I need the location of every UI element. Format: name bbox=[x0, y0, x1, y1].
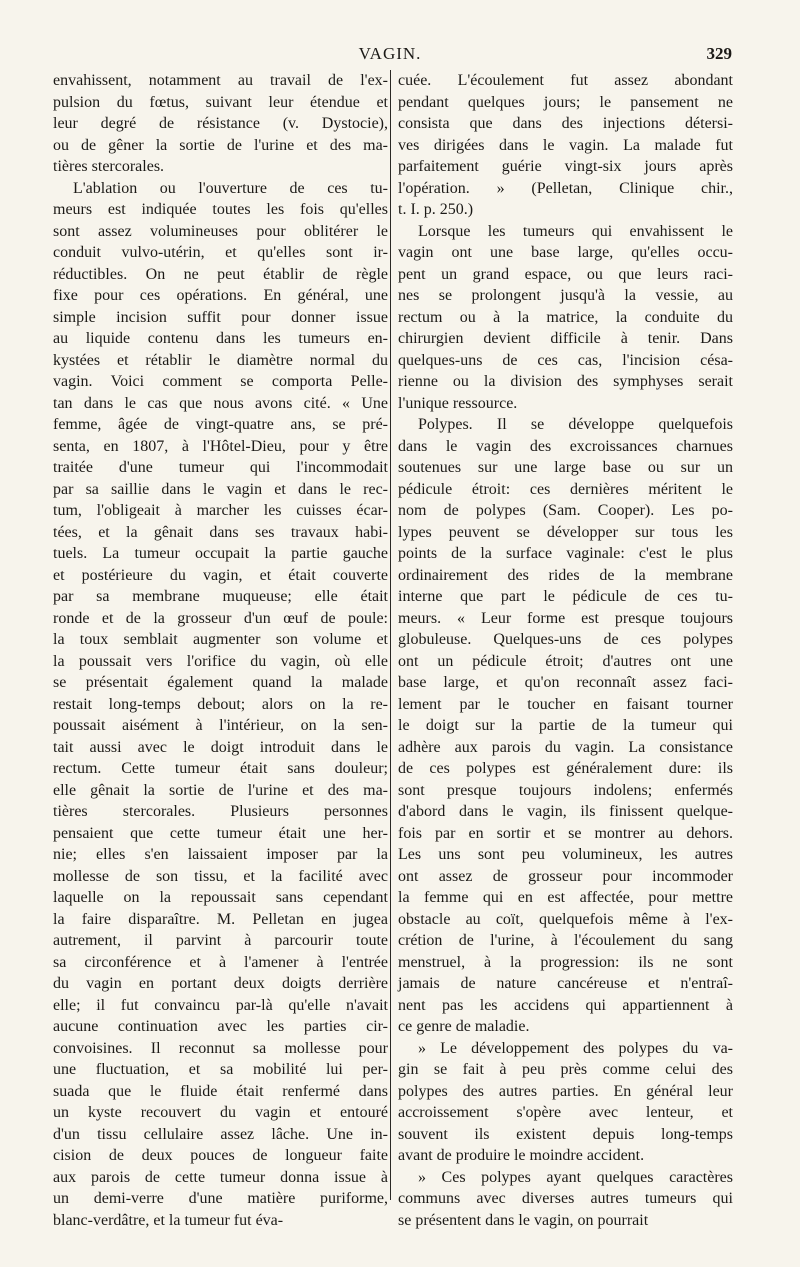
text-line: rectum ou à la matrice, la conduite du bbox=[398, 308, 733, 326]
text-line: une fluctuation, et sa mobilité lui per- bbox=[53, 1061, 388, 1078]
text-line: se présentent dans le vagin, on pourrait bbox=[398, 1211, 649, 1229]
text-line: d'abord dans le vagin, ils finissent quelque- bbox=[398, 803, 733, 820]
text-line: d'un tissu cellulaire assez lâche. Une in- bbox=[53, 1125, 388, 1143]
text-line: accroissement s'opère avec lenteur, et bbox=[398, 1104, 733, 1121]
text-line: Polypes. Il se développe quelquefois bbox=[418, 416, 733, 433]
text-line: lement par le toucher en faisant tourner bbox=[398, 695, 733, 713]
text-line: sa circonférence et à l'amener à l'entrée bbox=[53, 953, 388, 971]
text-line: ves dirigées dans le vagin. La malade fut bbox=[398, 136, 733, 154]
text-line: ou de gêner la sortie de l'urine et des ma- bbox=[53, 136, 388, 154]
text-line: cuée. L'écoulement fut assez abondant bbox=[398, 72, 733, 89]
text-line: souvent ils existent depuis long-temps bbox=[398, 1125, 733, 1143]
text-line: vagin ont une base large, qu'elles occu- bbox=[398, 244, 733, 261]
text-line: base large, et qu'on reconnaît assez faci- bbox=[398, 674, 733, 691]
text-line: nes se prolongent jusqu'à la vessie, au bbox=[398, 287, 733, 304]
text-line: rienne ou la division des symphyses serait bbox=[398, 373, 733, 390]
text-line: » Le développement des polypes du va- bbox=[418, 1039, 733, 1057]
text-line: tières stercorales. Plusieurs personnes bbox=[53, 803, 388, 820]
text-line: polypes des autres parties. En général leur bbox=[398, 1082, 733, 1100]
text-line: t. I. p. 250.) bbox=[398, 201, 474, 218]
text-line: crétion de l'urine, à l'écoulement du sang bbox=[398, 932, 733, 949]
text-line: la faire disparaître. M. Pelletan en jugea bbox=[53, 910, 388, 928]
text-line: globuleuse. Quelques-uns de ces polypes bbox=[398, 631, 733, 648]
text-line: adhère aux parois du vagin. La consistance bbox=[398, 738, 733, 756]
text-line: avant de produire le moindre accident. bbox=[398, 1147, 645, 1164]
text-line: tées, et la gênait dans ses travaux habi- bbox=[53, 523, 388, 541]
text-line: parfaitement guérie vingt-six jours après bbox=[398, 158, 733, 175]
text-line: aux parois de cette tumeur donna issue à bbox=[53, 1168, 388, 1186]
text-line: vagin. Voici comment se comporta Pelle- bbox=[53, 373, 388, 390]
page-number: 329 bbox=[706, 44, 732, 63]
text-line: points de la surface vaginale: c'est le plus bbox=[398, 545, 733, 562]
text-line: ont un pédicule étroit; d'autres ont une bbox=[398, 652, 733, 670]
text-line: pensaient que cette tumeur était une her- bbox=[53, 824, 388, 842]
text-line: mollesse de son tissu, et la facilité avec bbox=[53, 867, 388, 885]
left-column bbox=[53, 70, 388, 1231]
text-line: elle; il fut convaincu par-là qu'elle n'avait bbox=[53, 996, 388, 1014]
text-line: tuels. La tumeur occupait la partie gauche bbox=[53, 545, 388, 562]
text-line: réductibles. On ne peut établir de règle bbox=[53, 265, 388, 283]
text-line: l'unique ressource. bbox=[398, 394, 518, 412]
text-line: quelques-uns de ces cas, l'incision césa- bbox=[398, 351, 733, 369]
text-line: convoisines. Il reconnut sa mollesse pour bbox=[53, 1039, 388, 1057]
text-line: au liquide contenu dans les tumeurs en- bbox=[53, 330, 388, 347]
text-line: Lorsque les tumeurs qui envahissent le bbox=[418, 222, 733, 240]
text-line: pédicule étroit: ces dernières méritent le bbox=[398, 480, 733, 498]
text-line: leur degré de résistance (v. Dystocie), bbox=[53, 115, 388, 132]
text-line: la toux semblait augmenter son volume et bbox=[53, 631, 388, 648]
text-line: interne que part le pédicule de ces tu- bbox=[398, 588, 733, 605]
text-line: chirurgien devient difficile à tenir. Dans bbox=[398, 330, 733, 347]
text-line: aucune continuation avec les parties cir- bbox=[53, 1018, 388, 1035]
text-line: nom de polypes (Sam. Cooper). Les po- bbox=[398, 502, 733, 519]
text-line: le doigt sur la partie de la tumeur qui bbox=[398, 717, 733, 734]
text-line: consista que dans des injections détersi- bbox=[398, 115, 733, 132]
text-line: dans le vagin des excroissances charnues bbox=[398, 437, 733, 455]
text-line: nent pas les accidens qui appartiennent à bbox=[398, 996, 733, 1014]
text-line: rectum. Cette tumeur était sans douleur; bbox=[53, 760, 388, 777]
text-line: pent un grand espace, ou que leurs raci- bbox=[398, 265, 733, 283]
running-header bbox=[48, 44, 732, 68]
text-line: femme, âgée de vingt-quatre ans, se pré- bbox=[53, 416, 388, 433]
text-line: se présentait également quand la malade bbox=[53, 674, 388, 691]
text-line: elle gênait la sortie de l'urine et des ma- bbox=[53, 781, 388, 799]
text-line: kystées et rétablir le diamètre normal du bbox=[53, 351, 388, 369]
text-line: un kyste recouvert du vagin et entouré bbox=[53, 1104, 388, 1121]
text-line: laquelle on la repoussait sans cependant bbox=[53, 889, 388, 906]
right-column bbox=[398, 70, 733, 1231]
text-line: obstacle au coït, quelquefois même à l'ex- bbox=[398, 910, 733, 928]
text-line: la femme qui en est affectée, pour mettre bbox=[398, 889, 733, 906]
text-line: » Ces polypes ayant quelques caractères bbox=[418, 1168, 733, 1186]
text-line: traitée d'une tumeur qui l'incommodait bbox=[53, 459, 388, 476]
text-line: tières stercorales. bbox=[53, 158, 165, 175]
text-line: conduit vulvo-utérin, et qu'elles sont ir- bbox=[53, 244, 388, 261]
text-line: par sa saillie dans le vagin et dans le rec- bbox=[53, 480, 388, 498]
text-line: tait aussi avec le doigt introduit dans le bbox=[53, 738, 388, 756]
text-line: fixe pour ces opérations. En général, une bbox=[53, 287, 388, 304]
text-line: sont assez volumineuses pour oblitérer le bbox=[53, 222, 388, 240]
text-line: de ces polypes est généralement dure: ils bbox=[398, 760, 733, 777]
text-line: ronde et de la grosseur d'un œuf de poule: bbox=[53, 609, 388, 627]
text-line: menstruel, à la progression: ils ne sont bbox=[398, 953, 733, 971]
column-divider bbox=[390, 70, 391, 1200]
text-line: ce genre de maladie. bbox=[398, 1018, 530, 1035]
text-line: tum, l'obligeait à marcher les cuisses écar- bbox=[53, 502, 388, 519]
text-line: du vagin en portant deux doigts derrière bbox=[53, 975, 388, 992]
text-line: nie; elles s'en laissaient imposer par la bbox=[53, 846, 388, 863]
text-line: L'ablation ou l'ouverture de ces tu- bbox=[73, 179, 388, 197]
text-line: simple incision suffit pour donner issue bbox=[53, 308, 388, 326]
text-line: tan dans le cas que nous avons cité. « Une bbox=[53, 394, 388, 412]
text-line: autrement, il parvint à parcourir toute bbox=[53, 932, 388, 949]
text-line: pulsion du fœtus, suivant leur étendue et bbox=[53, 93, 388, 111]
text-line: par sa membrane muqueuse; elle était bbox=[53, 588, 388, 605]
text-line: jamais de nature cancéreuse et n'entraî- bbox=[398, 975, 733, 992]
text-line: suada que le fluide était renfermé dans bbox=[53, 1082, 388, 1100]
text-line: restait long-temps debout; alors on la re- bbox=[53, 695, 388, 713]
text-line: senta, en 1807, à l'Hôtel-Dieu, pour y être bbox=[53, 437, 388, 455]
text-line: blanc-verdâtre, et la tumeur fut éva- bbox=[53, 1211, 284, 1229]
text-line: sont presque toujours indolens; enfermés bbox=[398, 781, 733, 799]
text-line: cision de deux pouces de longueur faite bbox=[53, 1147, 388, 1164]
text-line: un demi-verre d'une matière puriforme, bbox=[53, 1190, 388, 1207]
text-line: ont assez de grosseur pour incommoder bbox=[398, 867, 733, 885]
text-line: envahissent, notamment au travail de l'ex- bbox=[53, 72, 388, 89]
text-line: fois par en sortir et se montrer au dehors. bbox=[398, 824, 733, 842]
text-line: pendant quelques jours; le pansement ne bbox=[398, 93, 733, 111]
text-line: communs avec diverses autres tumeurs qui bbox=[398, 1190, 733, 1207]
text-line: Les uns sont peu volumineux, les autres bbox=[398, 846, 733, 863]
text-line: la poussait vers l'orifice du vagin, où elle bbox=[53, 652, 388, 670]
text-line: l'opération. » (Pelletan, Clinique chir., bbox=[398, 179, 733, 197]
text-line: lypes peuvent se développer sur tous les bbox=[398, 523, 733, 541]
text-line: et postérieure du vagin, et était couverte bbox=[53, 566, 388, 584]
running-title: VAGIN. bbox=[358, 44, 422, 63]
text-line: soutenues sur une large base ou sur un bbox=[398, 459, 733, 476]
text-line: meurs est indiquée toutes les fois qu'elles bbox=[53, 201, 388, 218]
text-line: meurs. « Leur forme est presque toujours bbox=[398, 609, 733, 627]
text-line: ordinairement des rides de la membrane bbox=[398, 566, 733, 584]
text-line: gin se fait à peu près comme celui des bbox=[398, 1061, 733, 1078]
text-line: poussait aisément à l'intérieur, on la sen- bbox=[53, 717, 388, 734]
